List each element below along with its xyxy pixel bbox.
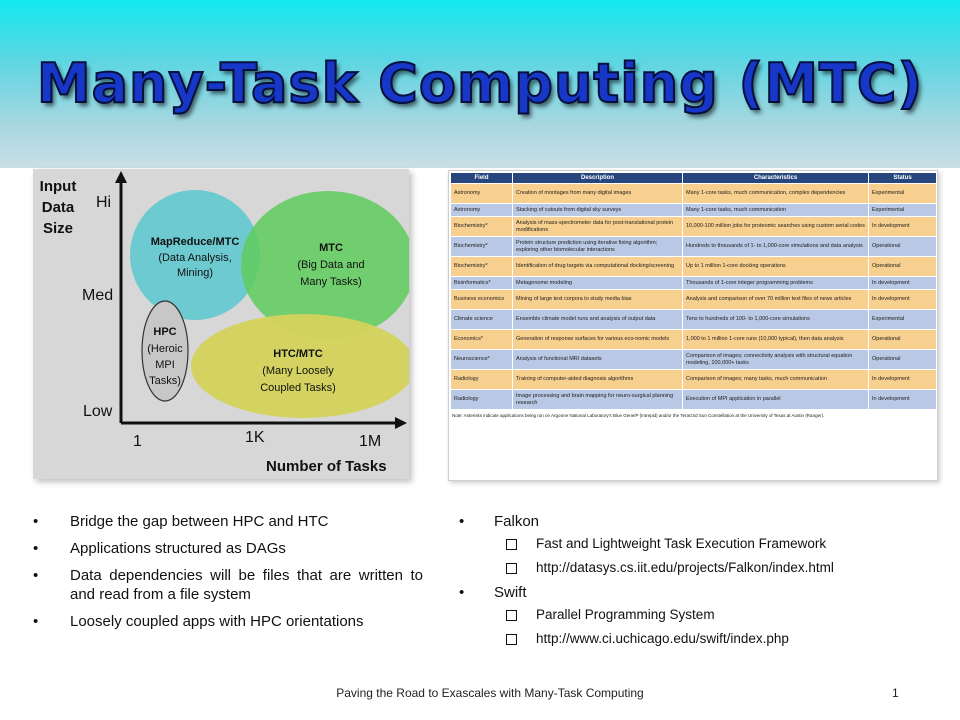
table-cell: Thousands of 1-core integer programming problems	[683, 277, 869, 290]
table-cell: In development	[869, 290, 937, 310]
y-tick-hi: Hi	[96, 194, 112, 211]
table-cell: Experimental	[869, 204, 937, 217]
table-cell: Astronomy	[451, 184, 513, 204]
y-axis-label-line1: Input	[39, 178, 77, 195]
table-cell: Operational	[869, 350, 937, 370]
table-row	[451, 310, 937, 330]
region-htc-line2: Coupled Tasks)	[260, 382, 336, 394]
table-cell: Experimental	[869, 310, 937, 330]
applications-table	[450, 172, 937, 410]
x-axis-arrow	[395, 417, 407, 429]
bullet-dot: •	[459, 513, 465, 530]
applications-table-panel	[448, 170, 938, 481]
region-hpc-title: HPC	[153, 326, 177, 338]
table-cell: In development	[869, 370, 937, 390]
sub-item: Fast and Lightweight Task Execution Framework	[459, 535, 899, 553]
table-header-status: Status	[869, 173, 937, 184]
table-cell: 1,000 to 1 million 1-core runs (10,000 typical), then data analysis	[683, 330, 869, 350]
x-axis-label: Number of Tasks	[266, 458, 387, 475]
table-header-field: Field	[451, 173, 513, 184]
sub-item-link: http://www.ci.uchicago.edu/swift/index.php	[459, 630, 899, 648]
table-cell: Experimental	[869, 184, 937, 204]
table-row	[451, 237, 937, 257]
list-item-swift: • Swift	[459, 584, 527, 601]
table-cell: Protein structure prediction using iterative fixing algorithm; exploring other biomolecular interactions	[513, 237, 683, 257]
bullet-dot: •	[33, 513, 39, 530]
list-item: • Bridge the gap between HPC and HTC	[33, 513, 329, 530]
footer-text: Paving the Road to Exascales with Many-Task Computing	[336, 686, 644, 700]
mtc-diagram	[33, 169, 409, 479]
table-cell: Analysis of mass-spectrometer data for post-translational protein modifications	[513, 217, 683, 237]
checkbox-bullet-icon	[506, 563, 517, 574]
table-cell: Economics*	[451, 330, 513, 350]
table-cell: Radiology	[451, 390, 513, 410]
list-item: • Loosely coupled apps with HPC orientations	[33, 613, 364, 630]
table-cell: Up to 1 million 1-core docking operations	[683, 257, 869, 277]
table-row	[451, 390, 937, 410]
sub-item: Parallel Programming System	[459, 606, 899, 624]
table-row	[451, 257, 937, 277]
region-htc-line1: (Many Loosely	[262, 365, 334, 377]
table-row	[451, 184, 937, 204]
checkbox-bullet-icon	[506, 634, 517, 645]
y-axis-arrow	[115, 171, 127, 183]
table-cell: Analysis of functional MRI datasets	[513, 350, 683, 370]
region-mapreduce-line2: Mining)	[176, 267, 214, 279]
region-mtc-line1: (Big Data and	[297, 259, 365, 271]
table-cell: Astronomy	[451, 204, 513, 217]
checkbox-bullet-icon	[506, 610, 517, 621]
slide-title: Many-Task Computing (MTC)	[36, 52, 924, 115]
table-cell: Comparison of images; connectivity analysis with structural equation modeling, 100,000+ tasks	[683, 350, 869, 370]
mtc-diagram-svg	[33, 169, 409, 479]
table-note: Note: Asterisks indicate applications being run on Argonne National Laboratory's Blue Gene/P (Intrepid) and/or the TeraGrid Sun Constellation at the University of Texas at Austin (Ranger).	[452, 413, 825, 418]
table-cell: Radiology	[451, 370, 513, 390]
table-row	[451, 350, 937, 370]
table-cell: Generation of response surfaces for various eco-nomic models	[513, 330, 683, 350]
right-bullet-list	[459, 512, 899, 654]
table-row	[451, 277, 937, 290]
region-mapreduce-title: MapReduce/MTC	[150, 236, 240, 248]
table-cell: Metagenome modeling	[513, 277, 683, 290]
table-cell: Identification of drug targets via computational docking/screening	[513, 257, 683, 277]
left-bullet-list	[33, 512, 423, 639]
table-cell: 10,000-100 million jobs for proteomic searches using custom serial codes	[683, 217, 869, 237]
table-row	[451, 370, 937, 390]
table-cell: Execution of MPI application in parallel	[683, 390, 869, 410]
checkbox-bullet-icon	[506, 539, 517, 550]
table-cell: Operational	[869, 257, 937, 277]
y-tick-low: Low	[83, 403, 113, 420]
x-tick-1m: 1M	[359, 433, 382, 450]
table-row	[451, 290, 937, 310]
sub-item-link: http://datasys.cs.iit.edu/projects/Falkon/index.html	[459, 559, 899, 577]
table-cell: Bioinformatics*	[451, 277, 513, 290]
x-tick-1k: 1K	[245, 429, 265, 446]
table-cell: Operational	[869, 330, 937, 350]
table-cell: Ensemble climate model runs and analysis of output data	[513, 310, 683, 330]
bullet-dot: •	[33, 540, 39, 557]
table-cell: Neuroscience*	[451, 350, 513, 370]
y-axis-label-line2: Data	[41, 199, 75, 216]
table-header-description: Description	[513, 173, 683, 184]
table-cell: Biochemistry*	[451, 217, 513, 237]
table-cell: In development	[869, 277, 937, 290]
table-cell: In development	[869, 217, 937, 237]
table-cell: Creation of montages from many digital images	[513, 184, 683, 204]
y-axis-label-line3: Size	[42, 220, 74, 237]
bullet-dot: •	[33, 613, 39, 630]
table-cell: Comparison of images; many tasks, much communication	[683, 370, 869, 390]
region-mapreduce-line1: (Data Analysis,	[158, 252, 232, 264]
table-cell: Tens to hundreds of 100- to 1,000-core simulations	[683, 310, 869, 330]
x-tick-1: 1	[133, 433, 142, 450]
table-cell: Operational	[869, 237, 937, 257]
bullet-dot: •	[33, 567, 39, 584]
table-cell: Analysis and comparison of over 70 million text files of news articles	[683, 290, 869, 310]
region-hpc-line1: (Heroic	[147, 343, 183, 355]
table-cell: Biochemistry*	[451, 237, 513, 257]
table-cell: Stacking of cutouts from digital sky surveys	[513, 204, 683, 217]
bullet-dot: •	[459, 584, 465, 601]
table-cell: Many 1-core tasks, much communication, complex dependencies	[683, 184, 869, 204]
table-cell: Business economics	[451, 290, 513, 310]
table-cell: Climate science	[451, 310, 513, 330]
table-cell: In development	[869, 390, 937, 410]
region-htc-title: HTC/MTC	[273, 348, 323, 360]
list-item: • Applications structured as DAGs	[33, 540, 286, 557]
table-cell: Hundreds to thousands of 1- to 1,000-core simulations and data analysis	[683, 237, 869, 257]
y-tick-med: Med	[82, 287, 114, 304]
region-hpc-line2: MPI	[155, 359, 175, 371]
table-cell: Mining of large text corpora to study media bias	[513, 290, 683, 310]
region-mtc-title: MTC	[319, 242, 343, 254]
table-cell: Biochemistry*	[451, 257, 513, 277]
table-cell: Many 1-core tasks, much communication	[683, 204, 869, 217]
table-header-characteristics: Characteristics	[683, 173, 869, 184]
table-row	[451, 217, 937, 237]
list-item: • Data dependencies will be files that are written to and read from a file system	[33, 567, 423, 603]
table-cell: Image processing and brain mapping for neuro-surgical planning research	[513, 390, 683, 410]
table-row	[451, 330, 937, 350]
region-mtc-line2: Many Tasks)	[300, 276, 362, 288]
table-cell: Training of computer-aided diagnosis algorithms	[513, 370, 683, 390]
region-hpc-line3: Tasks)	[149, 375, 181, 387]
page-number: 1	[892, 686, 899, 700]
table-row	[451, 204, 937, 217]
list-item-falkon: • Falkon	[459, 513, 540, 530]
